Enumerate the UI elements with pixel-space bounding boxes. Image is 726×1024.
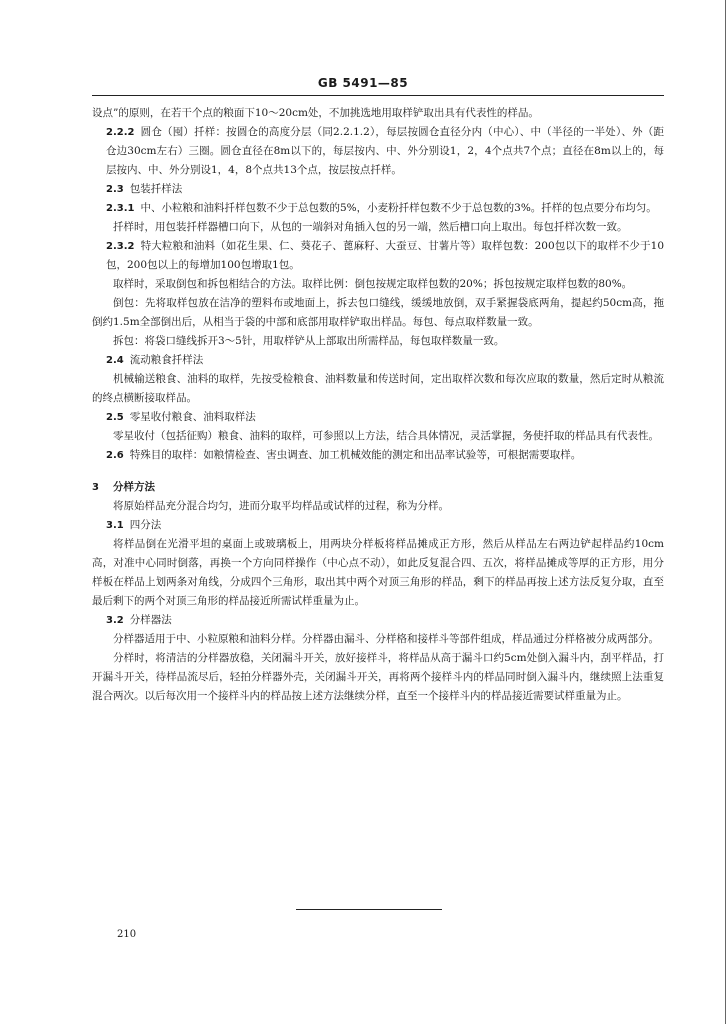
paragraph: 拆包：将袋口缝线拆开3～5针，用取样铲从上部取出所需样品，每包取样数量一致。: [113, 335, 505, 347]
section-text: 特殊目的取样：如粮情检查、害虫调查、加工机械效能的测定和出品率试验等，可根据需要取样。: [129, 449, 582, 461]
section-2-2-2: [92, 123, 664, 180]
paragraph: 将样品倒在光滑平坦的桌面上或玻璃板上，用两块分样板将样品摊成正方形，然后从样品左右两边铲起样品约10cm高，对准中心同时倒落，再换一个方向同样操作（中心点不动），如此反复混合四、五次，将样品摊成等厚的正方形，用分样板在样品上划两条对角线，分成四个三角形，取出其中两个对顶三角形的样品，剩下的样品再按上述方法反复分取，直至最后剩下的两个对顶三角形的样品接近所需试样重量为止。: [92, 538, 664, 607]
section-number: 2.6: [106, 450, 124, 461]
section-text: 圆仓（囤）扦样：按圆仓的高度分层（同2.2.1.2），每层按圆仓直径分内（中心）、中（半径的一半处）、外（距仓边30cm左右）三圈。圆仓直径在8m以下的，每层按内、中、外分别设1，2，4个点共7个点；直径在8m以上的，每层按内、中、外分别设1，4，8个点共13个点，按层按点扦样。: [106, 126, 664, 176]
section-title: 四分法: [129, 519, 162, 531]
standard-code-header: GB 5491—85: [317, 76, 409, 90]
section-2-5-heading: [92, 408, 664, 427]
section-number: 2.2.2: [106, 127, 135, 138]
footnote-rule: [296, 909, 442, 910]
section-number: 2.4: [106, 355, 124, 366]
section-3-heading: [92, 478, 664, 497]
section-title: 分样方法: [112, 481, 155, 493]
paragraph: 设点”的原则，在若干个点的粮面下10～20cm处，不加挑选地用取样铲取出具有代表性的样品。: [92, 107, 539, 119]
section-3-1-heading: [92, 516, 664, 535]
paragraph: 分样器适用于中、小粒原粮和油料分样。分样器由漏斗、分样格和接样斗等部件组成，样品通过分样格被分成两部分。: [113, 633, 659, 645]
page-number: 210: [117, 929, 137, 940]
paragraph: 机械输送粮食、油料的取样，先按受检粮食、油料数量和传送时间，定出取样次数和每次应取的数量，然后定时从粮流的终点横断接取样品。: [92, 373, 664, 404]
document-body: [92, 104, 664, 706]
section-3-2-heading: [92, 611, 664, 630]
section-number: 2.3: [106, 184, 124, 195]
section-2-3-1: [92, 199, 664, 218]
section-text: 特大粒粮和油料（如花生果、仁、葵花子、蓖麻籽、大蚕豆、甘薯片等）取样包数：200包以下的取样不少于10包，200包以上的每增加100包增取1包。: [106, 240, 664, 271]
section-text: 中、小粒粮和油料扦样包数不少于总包数的5%，小麦粉扦样包数不少于总包数的3%。扦样的包点要分布均匀。: [140, 202, 657, 214]
section-title: 流动粮食扦样法: [129, 354, 204, 366]
spacer: [92, 465, 664, 469]
section-number: 3: [92, 482, 99, 493]
paragraph: 将原始样品充分混合均匀，进而分取平均样品或试样的过程，称为分样。: [113, 500, 449, 512]
paragraph: 取样时，采取倒包和拆包相结合的方法。取样比例：倒包按规定取样包数的20%；拆包按规定取样包数的80%。: [113, 278, 633, 290]
section-number: 2.3.2: [106, 241, 135, 252]
paragraph: 扦样时，用包装扦样器槽口向下，从包的一端斜对角插入包的另一端，然后槽口向上取出。每包扦样次数一致。: [113, 221, 628, 233]
section-number: 3.1: [106, 520, 124, 531]
section-number: 2.5: [106, 412, 124, 423]
section-2-4-heading: [92, 351, 664, 370]
section-title: 分样器法: [129, 614, 172, 626]
paragraph: 倒包：先将取样包放在洁净的塑料布或地面上，拆去包口缝线，缓缓地放倒，双手紧握袋底两角，提起约50cm高，拖倒约1.5m全部倒出后，从相当于袋的中部和底部用取样铲取出样品。每包、每点取样数量一致。: [92, 297, 664, 328]
paragraph: 分样时，将清洁的分样器放稳，关闭漏斗开关，放好接样斗，将样品从高于漏斗口约5cm处倒入漏斗内，刮平样品，打开漏斗开关，待样品流尽后，轻拍分样器外壳，关闭漏斗开关，再将两个接样斗内的样品同时倒入漏斗内，继续照上法重复混合两次。以后每次用一个接样斗内的样品按上述方法继续分样，直至一个接样斗内的样品接近需要试样重量为止。: [92, 652, 664, 702]
section-2-3-heading: [92, 180, 664, 199]
section-title: 零星收付粮食、油料取样法: [129, 411, 256, 423]
section-2-6: [92, 446, 664, 465]
section-title: 包装扦样法: [129, 183, 183, 195]
section-2-3-2: [92, 237, 664, 275]
header-rule: [92, 95, 664, 96]
paragraph: 零星收付（包括征购）粮食、油料的取样，可参照以上方法，结合具体情况，灵活掌握，务使扦取的样品具有代表性。: [113, 430, 659, 442]
section-number: 2.3.1: [106, 203, 135, 214]
section-number: 3.2: [106, 615, 124, 626]
